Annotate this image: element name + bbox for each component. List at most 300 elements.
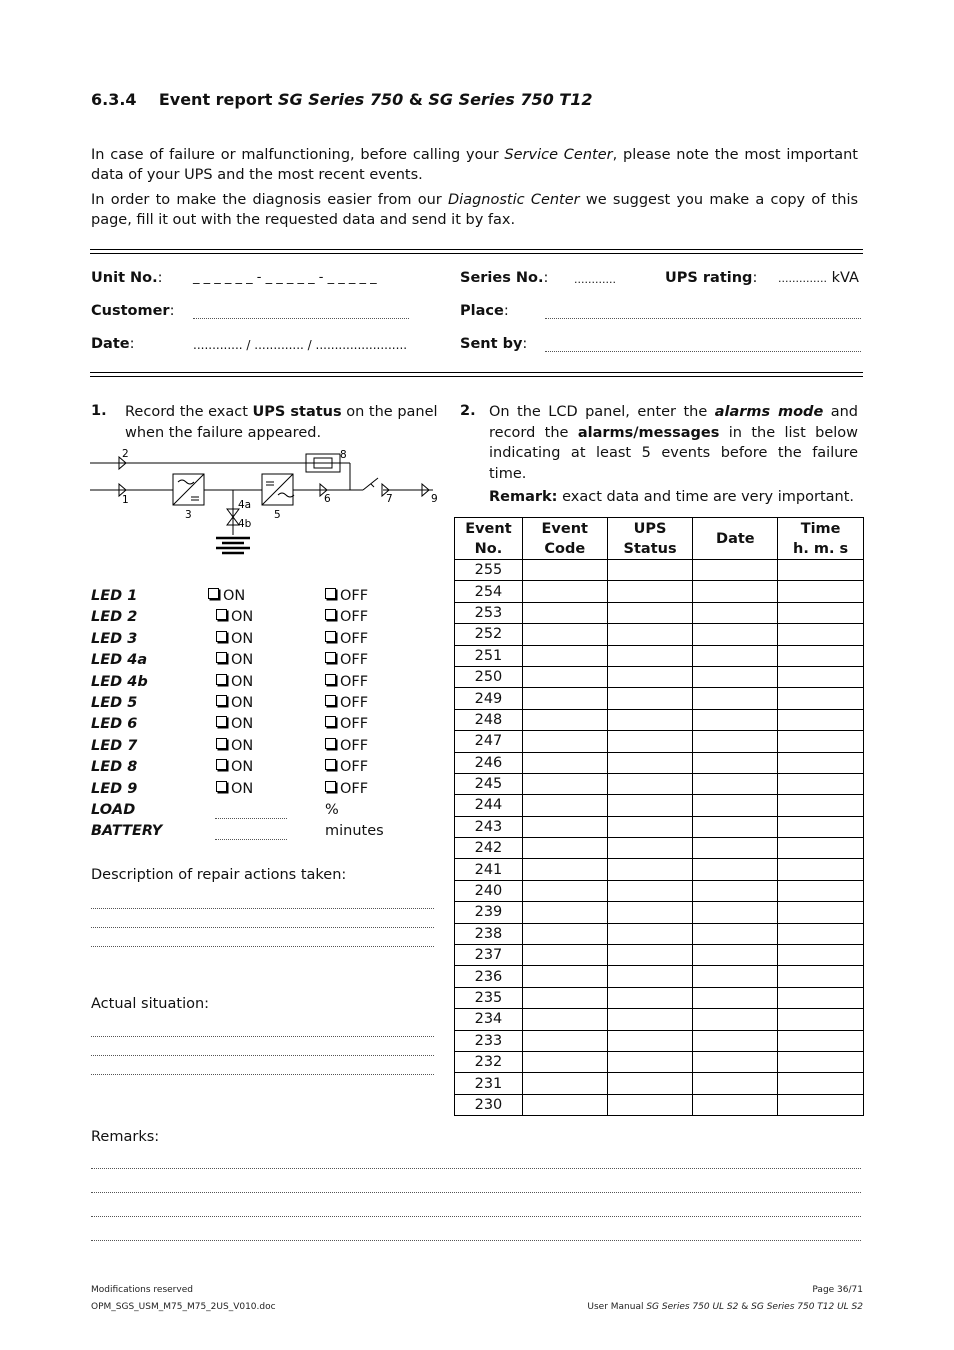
event-entry-cell[interactable] bbox=[607, 966, 693, 987]
event-entry-cell[interactable] bbox=[522, 560, 607, 581]
event-entry-cell[interactable] bbox=[607, 945, 693, 966]
event-entry-cell[interactable] bbox=[778, 1073, 864, 1094]
event-number-cell: 234 bbox=[455, 1009, 523, 1030]
checkbox-icon[interactable] bbox=[325, 588, 336, 599]
led-on-option[interactable] bbox=[216, 738, 253, 754]
led-off-option[interactable] bbox=[325, 759, 368, 775]
diagram-label-8: 8 bbox=[340, 449, 347, 461]
event-entry-cell[interactable] bbox=[693, 752, 778, 773]
checkbox-icon[interactable] bbox=[216, 759, 227, 770]
event-entry-cell[interactable] bbox=[693, 795, 778, 816]
section1-text-bold: UPS status bbox=[252, 404, 342, 420]
event-entry-cell[interactable] bbox=[693, 666, 778, 687]
rating-colon: : bbox=[752, 270, 758, 286]
led-off-label: OFF bbox=[340, 588, 369, 604]
checkbox-icon[interactable] bbox=[216, 609, 227, 620]
led-on-label: ON bbox=[231, 673, 254, 690]
repair-line-2[interactable] bbox=[91, 926, 434, 928]
led-name: LED 4b bbox=[91, 673, 148, 690]
led-on-option[interactable] bbox=[216, 716, 253, 732]
led-name: LED 6 bbox=[91, 716, 138, 733]
event-entry-cell[interactable] bbox=[693, 688, 778, 709]
led-off-label: OFF bbox=[340, 609, 369, 626]
table-row bbox=[455, 688, 864, 709]
table-row bbox=[455, 880, 864, 901]
battery-label: BATTERY bbox=[91, 823, 163, 839]
event-entry-cell[interactable] bbox=[693, 645, 778, 666]
ups-rating-label bbox=[665, 270, 757, 286]
event-entry-cell[interactable] bbox=[778, 560, 864, 581]
event-entry-cell[interactable] bbox=[607, 688, 693, 709]
checkbox-icon[interactable] bbox=[325, 652, 336, 663]
event-entry-cell[interactable] bbox=[778, 945, 864, 966]
checkbox-icon[interactable] bbox=[216, 631, 227, 642]
footer-modifications: Modifications reserved bbox=[91, 1285, 193, 1295]
diagram-label-7: 7 bbox=[386, 493, 393, 505]
event-entry-cell[interactable] bbox=[607, 838, 693, 859]
event-entry-cell[interactable] bbox=[522, 1073, 607, 1094]
event-entry-cell[interactable] bbox=[778, 1094, 864, 1115]
customer-field[interactable] bbox=[193, 317, 409, 319]
customer-label bbox=[91, 303, 174, 319]
led-off-option[interactable] bbox=[325, 652, 368, 668]
checkbox-icon[interactable] bbox=[325, 759, 336, 770]
event-entry-cell[interactable] bbox=[607, 602, 693, 623]
table-row bbox=[455, 645, 864, 666]
table-row bbox=[455, 709, 864, 730]
event-entry-cell[interactable] bbox=[693, 624, 778, 645]
checkbox-icon[interactable] bbox=[208, 588, 219, 599]
event-entry-cell[interactable] bbox=[778, 731, 864, 752]
event-entry-cell[interactable] bbox=[522, 1051, 607, 1072]
event-entry-cell[interactable] bbox=[607, 752, 693, 773]
led-on-label: ON bbox=[223, 588, 246, 604]
event-entry-cell[interactable] bbox=[778, 645, 864, 666]
event-number-cell: 246 bbox=[455, 752, 523, 773]
event-number-cell: 238 bbox=[455, 923, 523, 944]
diagram-label-5: 5 bbox=[274, 509, 281, 521]
heading-model2: SG Series 750 T12 bbox=[428, 90, 593, 109]
event-entry-cell[interactable] bbox=[778, 838, 864, 859]
event-entry-cell[interactable] bbox=[522, 816, 607, 837]
checkbox-icon[interactable] bbox=[325, 674, 336, 685]
event-entry-cell[interactable] bbox=[693, 987, 778, 1008]
event-entry-cell[interactable] bbox=[607, 923, 693, 944]
led-off-option[interactable] bbox=[325, 588, 368, 604]
footer-manual-prefix: User Manual bbox=[587, 1302, 644, 1312]
led-off-option[interactable] bbox=[325, 716, 368, 732]
event-entry-cell[interactable] bbox=[607, 709, 693, 730]
table-row bbox=[455, 795, 864, 816]
event-entry-cell[interactable] bbox=[693, 966, 778, 987]
section2-number: 2. bbox=[460, 403, 476, 419]
event-entry-cell[interactable] bbox=[778, 880, 864, 901]
checkbox-icon[interactable] bbox=[325, 609, 336, 620]
footer-page-number: Page 36/71 bbox=[812, 1285, 863, 1295]
section2-text-c: in the list below indicating at least 5 events before the failure time. bbox=[489, 424, 858, 482]
event-number-cell: 249 bbox=[455, 688, 523, 709]
series-number-field[interactable]: ............ bbox=[574, 273, 616, 286]
col-time bbox=[778, 518, 864, 560]
led-on-label: ON bbox=[231, 780, 254, 797]
event-entry-cell[interactable] bbox=[778, 795, 864, 816]
event-entry-cell[interactable] bbox=[693, 923, 778, 944]
intro-p2-em: Diagnostic Center bbox=[448, 192, 580, 208]
sentby-field[interactable] bbox=[545, 350, 861, 352]
event-entry-cell[interactable] bbox=[693, 945, 778, 966]
event-entry-cell[interactable] bbox=[522, 773, 607, 794]
event-number-cell: 231 bbox=[455, 1073, 523, 1094]
led-on-label: ON bbox=[231, 716, 254, 733]
event-table-header bbox=[455, 518, 864, 560]
event-entry-cell[interactable] bbox=[522, 666, 607, 687]
place-colon: : bbox=[503, 303, 509, 319]
event-entry-cell[interactable] bbox=[693, 838, 778, 859]
event-entry-cell[interactable] bbox=[693, 1009, 778, 1030]
led-on-option[interactable] bbox=[216, 652, 253, 668]
event-entry-cell[interactable] bbox=[607, 1051, 693, 1072]
unit-colon: : bbox=[157, 270, 163, 286]
sentby-label-text: Sent by bbox=[460, 336, 523, 352]
event-entry-cell[interactable] bbox=[607, 666, 693, 687]
checkbox-icon[interactable] bbox=[216, 674, 227, 685]
event-number-cell: 233 bbox=[455, 1030, 523, 1051]
col-date bbox=[693, 518, 778, 560]
unit-label-text: Unit No. bbox=[91, 270, 158, 286]
event-entry-cell[interactable] bbox=[778, 987, 864, 1008]
checkbox-icon[interactable] bbox=[216, 695, 227, 706]
footer-filename: OPM_SGS_USM_M75_M75_2US_V010.doc bbox=[91, 1302, 276, 1312]
event-entry-cell[interactable] bbox=[607, 902, 693, 923]
diagram-label-3: 3 bbox=[185, 509, 192, 521]
col-time-l2: h. m. s bbox=[793, 540, 849, 557]
remarks-line-1[interactable] bbox=[91, 1167, 861, 1169]
event-entry-cell[interactable] bbox=[778, 859, 864, 880]
table-row bbox=[455, 731, 864, 752]
event-number-cell: 253 bbox=[455, 602, 523, 623]
checkbox-icon[interactable] bbox=[325, 781, 336, 792]
actual-line-3[interactable] bbox=[91, 1073, 434, 1075]
led-on-label: ON bbox=[231, 652, 254, 669]
rating-unit: kVA bbox=[831, 270, 859, 286]
repair-label: Description of repair actions taken: bbox=[91, 867, 347, 883]
checkbox-icon[interactable] bbox=[216, 781, 227, 792]
event-entry-cell[interactable] bbox=[522, 902, 607, 923]
event-entry-cell[interactable] bbox=[607, 859, 693, 880]
led-off-label: OFF bbox=[340, 673, 369, 690]
table-row bbox=[455, 816, 864, 837]
event-entry-cell[interactable] bbox=[693, 731, 778, 752]
event-number-cell: 235 bbox=[455, 987, 523, 1008]
repair-line-1[interactable] bbox=[91, 907, 434, 909]
led-name: LED 9 bbox=[91, 780, 138, 797]
event-number-cell: 245 bbox=[455, 773, 523, 794]
led-on-label: ON bbox=[231, 737, 254, 754]
event-entry-cell[interactable] bbox=[607, 581, 693, 602]
event-entry-cell[interactable] bbox=[693, 1030, 778, 1051]
place-label bbox=[460, 303, 509, 319]
led-off-option[interactable] bbox=[325, 781, 368, 797]
event-table bbox=[454, 517, 864, 1116]
checkbox-icon[interactable] bbox=[216, 716, 227, 727]
table-row bbox=[455, 1030, 864, 1051]
ups-rating-field[interactable] bbox=[778, 270, 859, 286]
section-heading bbox=[91, 90, 592, 109]
remark-label: Remark: bbox=[489, 489, 558, 505]
event-entry-cell[interactable] bbox=[693, 1051, 778, 1072]
remarks-line-4[interactable] bbox=[91, 1239, 861, 1241]
load-label: LOAD bbox=[91, 802, 136, 818]
event-entry-cell[interactable] bbox=[522, 709, 607, 730]
table-row bbox=[455, 581, 864, 602]
footer-model2: SG Series 750 T12 UL S2 bbox=[751, 1302, 863, 1312]
led-on-option[interactable] bbox=[216, 631, 253, 647]
event-entry-cell[interactable] bbox=[693, 859, 778, 880]
table-row bbox=[455, 752, 864, 773]
event-entry-cell[interactable] bbox=[693, 1073, 778, 1094]
event-entry-cell[interactable] bbox=[522, 923, 607, 944]
col-date-l1: Date bbox=[716, 530, 755, 547]
col-event-code-l2: Code bbox=[544, 540, 586, 557]
date-colon: : bbox=[129, 336, 135, 352]
event-entry-cell[interactable] bbox=[522, 966, 607, 987]
event-entry-cell[interactable] bbox=[778, 1051, 864, 1072]
event-number-cell: 251 bbox=[455, 645, 523, 666]
led-on-option[interactable] bbox=[216, 781, 253, 797]
table-row bbox=[455, 666, 864, 687]
unit-number-field[interactable]: _ _ _ _ _ _ - _ _ _ _ _ - _ _ _ _ _ bbox=[193, 270, 377, 285]
event-entry-cell[interactable] bbox=[607, 880, 693, 901]
intro-paragraph-2 bbox=[91, 190, 858, 230]
series-label bbox=[460, 270, 548, 286]
remarks-line-3[interactable] bbox=[91, 1215, 861, 1217]
table-row bbox=[455, 1009, 864, 1030]
event-entry-cell[interactable] bbox=[522, 987, 607, 1008]
checkbox-icon[interactable] bbox=[325, 695, 336, 706]
event-entry-cell[interactable] bbox=[522, 602, 607, 623]
actual-line-2[interactable] bbox=[91, 1054, 434, 1056]
event-entry-cell[interactable] bbox=[522, 795, 607, 816]
event-entry-cell[interactable] bbox=[522, 752, 607, 773]
event-entry-cell[interactable] bbox=[607, 987, 693, 1008]
section1-number: 1. bbox=[91, 403, 107, 419]
event-entry-cell[interactable] bbox=[522, 624, 607, 645]
event-entry-cell[interactable] bbox=[522, 859, 607, 880]
table-row bbox=[455, 902, 864, 923]
event-entry-cell[interactable] bbox=[693, 1094, 778, 1115]
event-entry-cell[interactable] bbox=[607, 1009, 693, 1030]
footer-amp: & bbox=[741, 1302, 749, 1312]
led-off-label: OFF bbox=[340, 695, 369, 711]
event-entry-cell[interactable] bbox=[522, 880, 607, 901]
series-colon: : bbox=[543, 270, 549, 286]
event-entry-cell[interactable] bbox=[778, 688, 864, 709]
event-entry-cell[interactable] bbox=[522, 1009, 607, 1030]
intro-p2-text2: we suggest you make a copy of this page, fill it out with the requested data and send it by fax. bbox=[91, 192, 859, 228]
led-name: LED 3 bbox=[91, 630, 138, 647]
event-entry-cell[interactable] bbox=[607, 624, 693, 645]
table-row bbox=[455, 966, 864, 987]
col-ups-status-l1: UPS bbox=[633, 520, 667, 537]
event-entry-cell[interactable] bbox=[693, 581, 778, 602]
table-row bbox=[455, 859, 864, 880]
form-bottom-rule bbox=[90, 372, 863, 377]
led-on-option[interactable] bbox=[216, 609, 253, 625]
led-off-option[interactable] bbox=[325, 631, 368, 647]
led-name: LED 8 bbox=[91, 759, 138, 776]
event-entry-cell[interactable] bbox=[522, 945, 607, 966]
led-on-option[interactable] bbox=[216, 759, 253, 775]
event-entry-cell[interactable] bbox=[778, 902, 864, 923]
event-number-cell: 230 bbox=[455, 1094, 523, 1115]
led-name: LED 4a bbox=[91, 652, 148, 669]
col-ups-status-l2: Status bbox=[623, 540, 677, 557]
section2-remark bbox=[489, 487, 854, 508]
event-entry-cell[interactable] bbox=[607, 731, 693, 752]
event-entry-cell[interactable] bbox=[522, 645, 607, 666]
diagram-label-1: 1 bbox=[122, 494, 129, 506]
col-ups-status bbox=[607, 518, 693, 560]
section2-text-b: and record the bbox=[489, 404, 858, 441]
table-row bbox=[455, 1051, 864, 1072]
actual-line-1[interactable] bbox=[91, 1035, 434, 1037]
led-off-label: OFF bbox=[340, 630, 369, 647]
intro-paragraph-1 bbox=[91, 145, 858, 185]
battery-field[interactable] bbox=[215, 838, 287, 840]
checkbox-icon[interactable] bbox=[216, 652, 227, 663]
led-off-option[interactable] bbox=[325, 609, 368, 625]
diagram-label-4b: 4b bbox=[238, 518, 252, 530]
led-off-label: OFF bbox=[340, 652, 369, 669]
event-entry-cell[interactable] bbox=[693, 902, 778, 923]
led-off-option[interactable] bbox=[325, 695, 368, 711]
remarks-line-2[interactable] bbox=[91, 1191, 861, 1193]
date-field[interactable]: ............. / ............. / ........................ bbox=[193, 338, 408, 352]
event-number-cell: 247 bbox=[455, 731, 523, 752]
event-entry-cell[interactable] bbox=[778, 581, 864, 602]
section2-text-a: On the LCD panel, enter the bbox=[489, 404, 708, 420]
event-entry-cell[interactable] bbox=[778, 624, 864, 645]
table-row bbox=[455, 1094, 864, 1115]
rating-fill: .............. bbox=[778, 272, 827, 285]
event-entry-cell[interactable] bbox=[693, 880, 778, 901]
event-entry-cell[interactable] bbox=[693, 560, 778, 581]
checkbox-icon[interactable] bbox=[325, 738, 336, 749]
event-entry-cell[interactable] bbox=[778, 602, 864, 623]
event-entry-cell[interactable] bbox=[607, 1094, 693, 1115]
event-entry-cell[interactable] bbox=[778, 666, 864, 687]
event-entry-cell[interactable] bbox=[607, 1073, 693, 1094]
unit-label bbox=[91, 270, 163, 286]
table-row bbox=[455, 987, 864, 1008]
event-number-cell: 241 bbox=[455, 859, 523, 880]
led-off-label: OFF bbox=[340, 737, 369, 754]
diagram-label-2: 2 bbox=[122, 448, 129, 460]
intro-p2-text: In order to make the diagnosis easier from our bbox=[91, 192, 442, 208]
event-entry-cell[interactable] bbox=[778, 1009, 864, 1030]
led-name: LED 1 bbox=[91, 588, 138, 604]
event-entry-cell[interactable] bbox=[607, 773, 693, 794]
event-entry-cell[interactable] bbox=[693, 773, 778, 794]
customer-label-text: Customer bbox=[91, 303, 170, 319]
event-entry-cell[interactable] bbox=[522, 838, 607, 859]
col-event-code-l1: Event bbox=[541, 520, 588, 537]
led-on-label: ON bbox=[231, 630, 254, 647]
led-off-label: OFF bbox=[340, 759, 369, 776]
sentby-label bbox=[460, 336, 527, 352]
place-field[interactable] bbox=[545, 317, 861, 319]
event-number-cell: 248 bbox=[455, 709, 523, 730]
event-number-cell: 243 bbox=[455, 816, 523, 837]
col-event-no bbox=[455, 518, 523, 560]
event-entry-cell[interactable] bbox=[607, 645, 693, 666]
led-off-option[interactable] bbox=[325, 738, 368, 754]
event-entry-cell[interactable] bbox=[607, 1030, 693, 1051]
event-number-cell: 236 bbox=[455, 966, 523, 987]
col-event-no-l1: Event bbox=[465, 520, 512, 537]
event-number-cell: 252 bbox=[455, 624, 523, 645]
led-on-option[interactable] bbox=[216, 674, 253, 690]
event-number-cell: 250 bbox=[455, 666, 523, 687]
event-entry-cell[interactable] bbox=[778, 773, 864, 794]
remarks-label: Remarks: bbox=[91, 1129, 160, 1145]
event-entry-cell[interactable] bbox=[607, 795, 693, 816]
event-entry-cell[interactable] bbox=[607, 560, 693, 581]
section1-text-b: on the panel when the failure appeared. bbox=[125, 404, 438, 441]
load-field[interactable] bbox=[215, 817, 287, 819]
repair-line-3[interactable] bbox=[91, 945, 434, 947]
sentby-colon: : bbox=[522, 336, 528, 352]
led-on-option[interactable] bbox=[216, 695, 253, 711]
date-label-text: Date bbox=[91, 336, 130, 352]
event-entry-cell[interactable] bbox=[778, 923, 864, 944]
event-entry-cell[interactable] bbox=[522, 581, 607, 602]
led-off-option[interactable] bbox=[325, 674, 368, 690]
event-entry-cell[interactable] bbox=[693, 709, 778, 730]
checkbox-icon[interactable] bbox=[325, 631, 336, 642]
event-entry-cell[interactable] bbox=[522, 1094, 607, 1115]
section1-text-a: Record the exact bbox=[125, 404, 248, 420]
led-name: LED 5 bbox=[91, 695, 138, 711]
intro-p1-em: Service Center bbox=[504, 147, 613, 163]
table-row bbox=[455, 838, 864, 859]
table-row bbox=[455, 773, 864, 794]
table-row bbox=[455, 602, 864, 623]
section1-text bbox=[125, 402, 440, 443]
event-entry-cell[interactable] bbox=[778, 709, 864, 730]
checkbox-icon[interactable] bbox=[325, 716, 336, 727]
event-entry-cell[interactable] bbox=[693, 602, 778, 623]
event-entry-cell[interactable] bbox=[522, 731, 607, 752]
led-name: LED 7 bbox=[91, 737, 138, 754]
event-entry-cell[interactable] bbox=[607, 816, 693, 837]
event-entry-cell[interactable] bbox=[778, 1030, 864, 1051]
place-label-text: Place bbox=[460, 303, 504, 319]
led-on-option[interactable] bbox=[208, 588, 245, 604]
event-entry-cell[interactable] bbox=[522, 688, 607, 709]
checkbox-icon[interactable] bbox=[216, 738, 227, 749]
event-entry-cell[interactable] bbox=[778, 752, 864, 773]
ups-block-diagram bbox=[88, 445, 448, 557]
event-number-cell: 237 bbox=[455, 945, 523, 966]
event-entry-cell[interactable] bbox=[778, 816, 864, 837]
event-entry-cell[interactable] bbox=[522, 1030, 607, 1051]
table-row bbox=[455, 624, 864, 645]
event-entry-cell[interactable] bbox=[693, 816, 778, 837]
event-entry-cell[interactable] bbox=[778, 966, 864, 987]
intro-p1-text: In case of failure or malfunctioning, before calling your bbox=[91, 147, 499, 163]
col-time-l1: Time bbox=[800, 520, 841, 537]
